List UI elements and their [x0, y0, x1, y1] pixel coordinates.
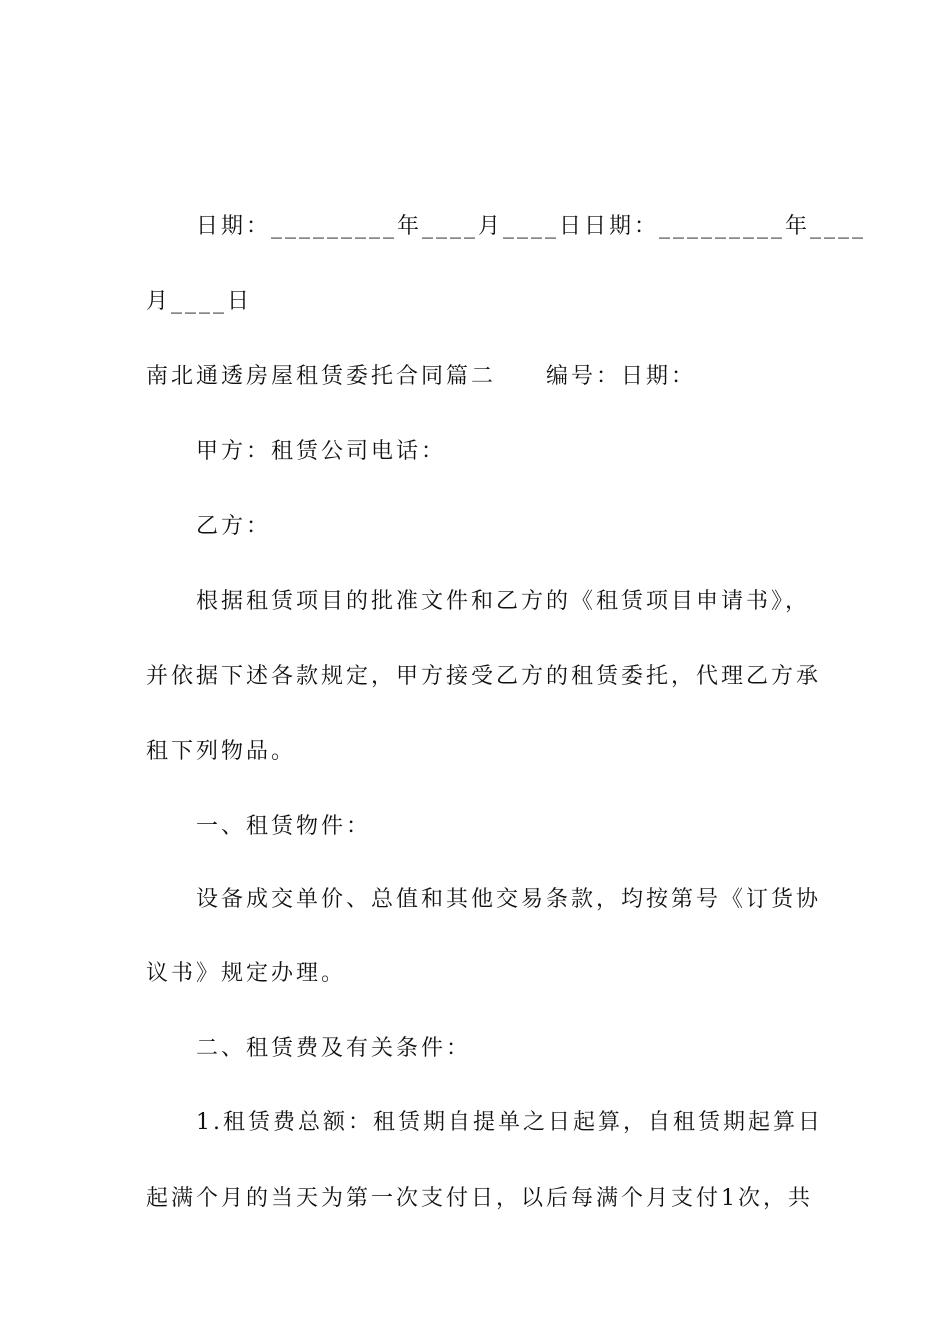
- party-b-line: 乙方：: [196, 514, 272, 539]
- paragraph-1-line-3: 租下列物品。: [146, 739, 297, 764]
- section-1-body-line-1: 设备成交单价、总值和其他交易条款，均按第号《订货协: [196, 887, 822, 912]
- section-1-body-line-2: 议书》规定办理。: [146, 961, 347, 986]
- section-2-item-1-line-1: 1.租赁费总额：租赁期自提单之日起算，自租赁期起算日: [196, 1110, 823, 1135]
- paragraph-1-line-2: 并依据下述各款规定，甲方接受乙方的租赁委托，代理乙方承: [146, 664, 822, 689]
- date-line-2: 月____日: [146, 289, 253, 314]
- section-2-heading: 二、租赁费及有关条件：: [196, 1036, 472, 1061]
- party-a-line: 甲方：租赁公司电话：: [196, 439, 447, 464]
- paragraph-1-line-1: 根据租赁项目的批准文件和乙方的《租赁项目申请书》，: [196, 589, 811, 614]
- section-1-heading: 一、租赁物件：: [196, 814, 372, 839]
- date-line-1: 日期：_________年____月____日日期：_________年____: [196, 214, 867, 239]
- section-2-item-1-line-2: 起满个月的当天为第一次支付日，以后每满个月支付1次，共: [146, 1186, 813, 1211]
- contract-title-line: 南北通透房屋租赁委托合同篇二 编号：日期：: [146, 364, 697, 389]
